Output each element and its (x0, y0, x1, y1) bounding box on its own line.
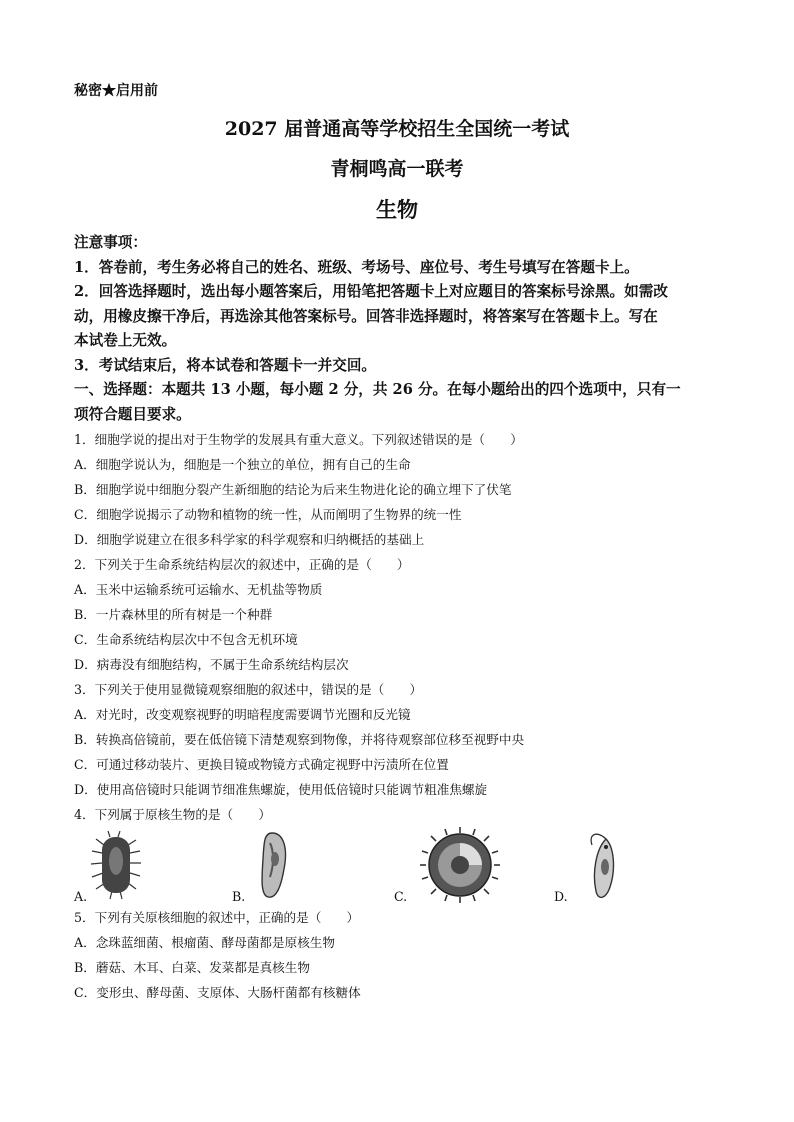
question-4-option-a (74, 829, 194, 905)
notice-section (74, 231, 724, 378)
question-3-option-d: D．使用高倍镜时只能调节细准焦螺旋，使用低倍镜时只能调节粗准焦螺旋 (74, 782, 488, 797)
question-2-option-b: B．一片森林里的所有树是一个种群 (74, 607, 273, 622)
question-5 (74, 905, 724, 1005)
option-label: C. (394, 889, 408, 904)
question-1-stem: 1．细胞学说的提出对于生物学的发展具有重大意义。下列叙述错误的是（ ） (74, 432, 523, 447)
question-5-stem: 5．下列有关原核细胞的叙述中，正确的是（ ） (74, 910, 360, 925)
option-label: A. (74, 889, 88, 904)
question-1-option-c: C．细胞学说揭示了动物和植物的统一性，从而阐明了生物界的统一性 (74, 507, 462, 522)
bacterium-icon (88, 831, 144, 903)
question-3-option-a: A．对光时，改变观察视野的明暗程度需要调节光圈和反光镜 (74, 707, 411, 722)
section-heading-line-1: 一、选择题：本题共 13 小题，每小题 2 分，共 26 分。在每小题给出的四个选项中，只有一 (74, 381, 681, 398)
exam-content (74, 231, 724, 1005)
question-1 (74, 427, 724, 552)
exam-title: 2027 届普通高等学校招生全国统一考试 (224, 118, 570, 140)
question-1-option-a: A．细胞学说认为，细胞是一个独立的单位，拥有自己的生命 (74, 457, 411, 472)
option-label: D. (554, 889, 568, 904)
question-2-option-a: A．玉米中运输系统可运输水、无机盐等物质 (74, 582, 323, 597)
question-4-image-options (74, 829, 724, 905)
notice-item-3: 3．考试结束后，将本试卷和答题卡一并交回。 (74, 356, 377, 374)
question-4-stem: 4．下列属于原核生物的是（ ） (74, 807, 271, 822)
question-5-option-b: B．蘑菇、木耳、白菜、发菜都是真核生物 (74, 960, 310, 975)
section-heading (74, 378, 724, 427)
question-4-option-d (554, 829, 674, 905)
question-1-option-d: D．细胞学说建立在很多科学家的科学观察和归纳概括的基础上 (74, 532, 425, 547)
euglena-icon (576, 829, 626, 903)
virus-icon (420, 827, 500, 903)
question-4-option-c (394, 829, 534, 905)
question-3-stem: 3．下列关于使用显微镜观察细胞的叙述中，错误的是（ ） (74, 682, 423, 697)
notice-item-2-line-1: 2．回答选择题时，选出每小题答案后，用铅笔把答题卡上对应题目的答案标号涂黑。如需改 (74, 283, 668, 300)
question-3-option-b: B．转换高倍镜前，要在低倍镜下清楚观察到物像，并将待观察部位移至视野中央 (74, 732, 525, 747)
question-5-option-a: A．念珠蓝细菌、根瘤菌、酵母菌都是原核生物 (74, 935, 335, 950)
question-1-option-b: B．细胞学说中细胞分裂产生新细胞的结论为后来生物进化论的确立埋下了伏笔 (74, 482, 512, 497)
question-5-option-c: C．变形虫、酵母菌、支原体、大肠杆菌都有核糖体 (74, 985, 361, 1000)
question-2-option-c: C．生命系统结构层次中不包含无机环境 (74, 632, 298, 647)
question-2-stem: 2．下列关于生命系统结构层次的叙述中，正确的是（ ） (74, 557, 410, 572)
question-3 (74, 677, 724, 802)
notice-item-2-line-3: 本试卷上无效。 (74, 332, 177, 349)
question-4-option-b (232, 829, 352, 905)
notice-item-2-line-2: 动，用橡皮擦干净后，再选涂其他答案标号。回答非选择题时，将答案写在答题卡上。写在 (74, 307, 658, 325)
notice-item-1: 1．答卷前，考生务必将自己的姓名、班级、考场号、座位号、考生号填写在答题卡上。 (74, 258, 639, 276)
question-3-option-c: C．可通过移动装片、更换目镜或物镜方式确定视野中污渍所在位置 (74, 757, 449, 772)
paramecium-icon (254, 829, 294, 903)
section-heading-line-2: 项符合题目要求。 (74, 405, 191, 423)
option-label: B. (232, 889, 246, 904)
confidential-label: 秘密★启用前 (74, 83, 158, 99)
question-2-option-d: D．病毒没有细胞结构，不属于生命系统结构层次 (74, 657, 349, 672)
question-4 (74, 802, 724, 905)
notice-heading: 注意事项： (74, 234, 147, 251)
question-2 (74, 552, 724, 677)
exam-subtitle: 青桐鸣高一联考 (330, 158, 464, 180)
subject-title: 生物 (376, 197, 418, 222)
